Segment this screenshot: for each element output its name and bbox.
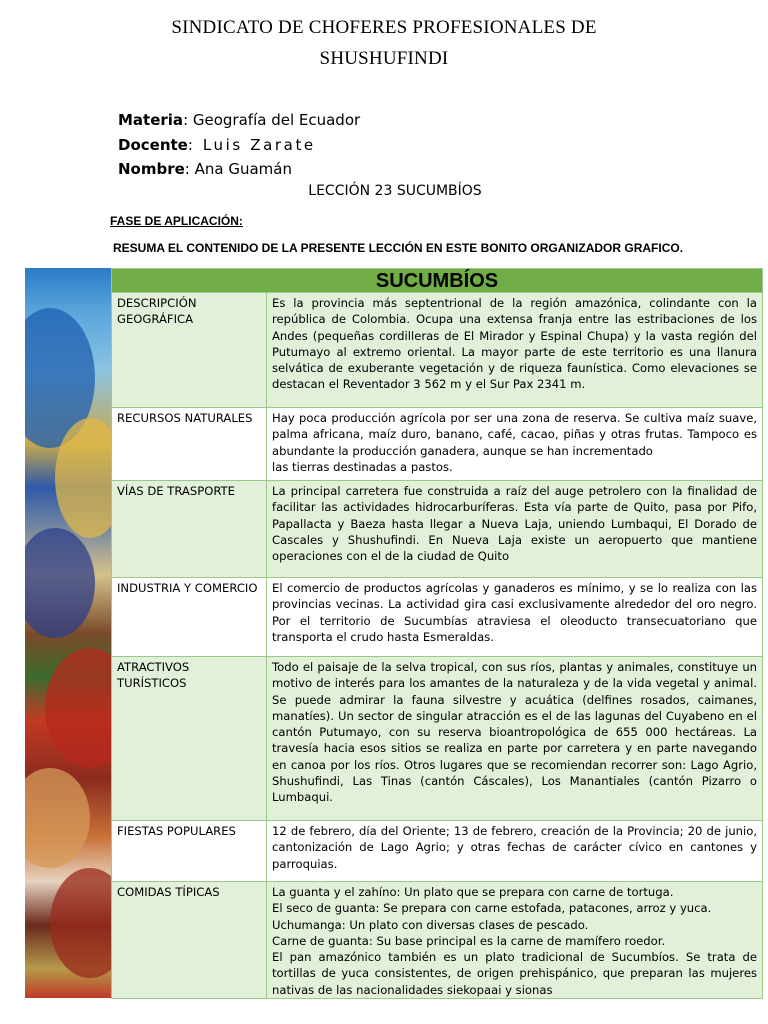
student-info <box>118 108 360 182</box>
table-row <box>112 481 763 578</box>
instruction-text: RESUMA EL CONTENIDO DE LA PRESENTE LECCIÓN EN ESTE BONITO ORGANIZADOR GRAFICO. <box>113 241 684 255</box>
table-row <box>112 657 763 821</box>
feather-shape <box>45 648 113 768</box>
description-cell: Todo el paisaje de la selva tropical, con sus ríos, plantas y animales, constituye un motivo de interés para los amantes de la naturaleza y de la vida vegetal y animal. Se puede admirar la fauna silvestre y acuática (delfines rosados, caimanes, manatíes). Un sector de singular atracción es el de las lagunas del Cuyabeno en el cantón Putumayo, con su reserva bioantropológica de 655 000 hectáreas. La travesía hacia esos sitios se realiza en parte por carretera y en parte navegando en canoa por los ríos. Otros lugares que se recomiendan recorrer son: Lago Agrio, Shushufindi, Las Tinas (cantón Cáscales), Los Manantiales (cantón Pizarro o Lumbaqui. <box>267 657 763 821</box>
nombre-label: Nombre <box>118 160 185 178</box>
docente-label: Docente <box>118 135 188 154</box>
lesson-title: LECCIÓN 23 SUCUMBÍOS <box>308 183 482 199</box>
table-row <box>112 408 763 481</box>
nombre-value: : Ana Guamán <box>184 160 292 178</box>
table-row <box>112 882 763 999</box>
feather-shape <box>50 868 113 978</box>
feather-shape <box>55 418 113 538</box>
description-cell: El comercio de productos agrícolas y ganaderos es mínimo, y se lo realiza con las provincias vecinas. La actividad gira casi exclusivamente alrededor del oro negro. Por el territorio de Sucumbías atraviesa el oleoducto transecuatoriano que transporta el crudo hasta Esmeraldas. <box>267 578 763 657</box>
category-cell: INDUSTRIA Y COMERCIO <box>112 578 267 657</box>
docente-row <box>118 133 360 158</box>
macaw-feather-image <box>25 268 113 998</box>
materia-row <box>118 108 360 133</box>
feather-shape <box>25 768 90 868</box>
description-cell: La guanta y el zahíno: Un plato que se prepara con carne de tortuga. El seco de guanta: Se prepara con carne estofada, patacones, arroz y yuca. Uchumanga: Un plato con diversas clases de pescado. Carne de guanta: Su base principal es la carne de mamífero roedor. El pan amazónico también es un plato tradicional de Sucumbíos. Se trata de tortillas de yuca consistentes, de origen prehispánico, que preparan las mujeres nativas de las nacionalidades siekopaai y sionas <box>267 882 763 999</box>
category-cell: FIESTAS POPULARES <box>112 821 267 882</box>
category-cell: DESCRIPCIÓN GEOGRÁFICA <box>112 293 267 408</box>
description-cell: La principal carretera fue construida a raíz del auge petrolero con la finalidad de facilitar las actividades hidrocarburíferas. Esta vía parte de Quito, pasa por Pifo, Papallacta y Baeza hasta llegar a Nueva Laja, uniendo Lumbaqui, El Dorado de Cascales y Shushufindi. En Nueva Laja existe un aeropuerto que mantiene operaciones con el de la ciudad de Quito <box>267 481 763 578</box>
category-cell: ATRACTIVOS TURÍSTICOS <box>112 657 267 821</box>
title-line-2: SHUSHUFINDI <box>319 48 449 69</box>
table-row <box>112 578 763 657</box>
table-row <box>112 821 763 882</box>
feather-shape <box>25 528 95 638</box>
description-cell: Hay poca producción agrícola por ser una zona de reserva. Se cultiva maíz suave, palma africana, maíz duro, banano, café, cacao, piñas y otras frutas. Tampoco es abundante la producción ganadera, aunque se han incrementado las tierras destinadas a pastos. <box>267 408 763 481</box>
table-row <box>112 293 763 408</box>
docente-value: : Luis Zarate <box>187 135 316 154</box>
description-cell: 12 de febrero, día del Oriente; 13 de febrero, creación de la Provincia; 20 de junio, cantonización de Lago Agrio; y otras fechas de carácter cívico en cantones y parroquias. <box>267 821 763 882</box>
organizer-heading: SUCUMBÍOS <box>112 269 763 293</box>
materia-value: : Geografía del Ecuador <box>183 111 361 129</box>
document-title <box>0 12 768 74</box>
category-cell: COMIDAS TÍPICAS <box>112 882 267 999</box>
materia-label: Materia <box>118 111 184 129</box>
graphic-organizer-table <box>111 268 763 999</box>
description-cell: Es la provincia más septentrional de la región amazónica, colindante con la república de Colombia. Ocupa una extensa franja entre las estribaciones de los Andes (pequeñas cordilleras de El Mirador y Espinal Chupa) y la vasta región del Putumayo al extremo oriental. La mayor parte de este territorio es una llanura selvática de exuberante vegetación y de riqueza faunística. Como elevaciones se destacan el Reventador 3 562 m y el Sur Pax 2341 m. <box>267 293 763 408</box>
title-line-1: SINDICATO DE CHOFERES PROFESIONALES DE <box>171 17 597 38</box>
category-cell: VÍAS DE TRASPORTE <box>112 481 267 578</box>
nombre-row <box>118 157 360 182</box>
phase-label: FASE DE APLICACIÓN: <box>110 214 243 228</box>
category-cell: RECURSOS NATURALES <box>112 408 267 481</box>
